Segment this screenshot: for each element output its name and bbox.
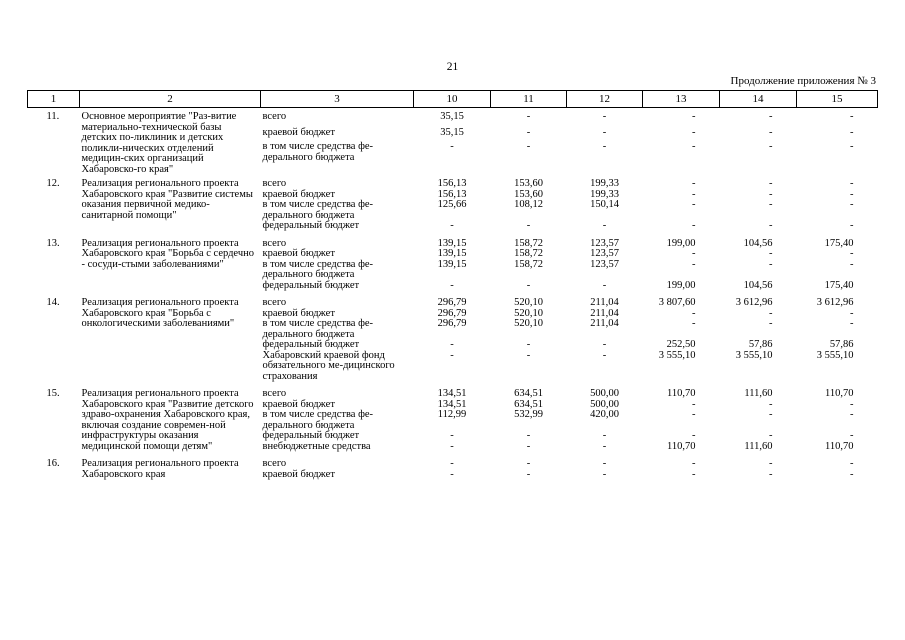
value-cell: - <box>526 111 531 122</box>
funding-source: всего <box>262 237 287 249</box>
value-cell: - <box>769 258 773 270</box>
value-cell: 123,57 <box>590 258 619 270</box>
value-cell: - <box>692 307 696 319</box>
budget-table <box>27 90 878 483</box>
value-cell: 199,00 <box>666 279 696 291</box>
column-header: 2 <box>80 91 261 108</box>
value-cell: - <box>769 126 773 138</box>
funding-source: в том числе средства фе-дерального бюджета <box>262 409 374 431</box>
activity-name: Реализация регионального проекта Хабаровского края "Развитие системы оказания первичной медико-санитарной помощи" <box>81 178 253 221</box>
value-cell: 199,33 <box>590 178 619 189</box>
activity-name: Реализация регионального проекта Хабаровского края "Борьба с онкологическими заболеваниями" <box>81 297 239 329</box>
value-cell: 110,70 <box>825 440 854 452</box>
column-header: 10 <box>414 91 491 108</box>
value-cell: 134,51 <box>437 398 467 410</box>
value-cell: - <box>769 318 773 329</box>
value-cell: - <box>602 220 607 231</box>
value-cell: 139,15 <box>437 258 467 270</box>
value-cell: - <box>769 458 773 469</box>
value-cell: 532,99 <box>514 409 543 420</box>
value-cell: - <box>769 141 773 153</box>
value-cell: - <box>850 199 854 210</box>
value-cell: 111,60 <box>744 440 773 452</box>
appendix-caption: Продолжение приложения № 3 <box>730 75 876 87</box>
value-cell: 111,60 <box>744 388 773 399</box>
value-cell: 520,10 <box>514 318 543 329</box>
value-cell: - <box>692 458 696 469</box>
table-row <box>28 455 878 470</box>
value-cell: - <box>602 440 607 452</box>
value-cell: 3 612,96 <box>735 297 773 308</box>
value-cell: 123,57 <box>590 237 619 249</box>
page-number: 21 <box>446 61 459 73</box>
value-cell: - <box>526 430 531 441</box>
column-header: 14 <box>720 91 797 108</box>
value-cell: 211,04 <box>590 318 619 329</box>
value-cell: - <box>850 468 854 480</box>
row-number: 14. <box>46 297 60 308</box>
value-cell: 57,86 <box>829 339 854 350</box>
value-cell: 3 555,10 <box>816 349 854 361</box>
value-cell: 296,79 <box>437 318 467 329</box>
value-cell: - <box>602 126 607 138</box>
value-cell: - <box>526 468 531 480</box>
value-cell: 139,15 <box>437 237 467 249</box>
value-cell: 634,51 <box>514 398 543 410</box>
value-cell: - <box>692 398 696 410</box>
value-cell: 199,33 <box>590 188 619 200</box>
value-cell: - <box>526 220 531 231</box>
funding-source: краевой бюджет <box>262 398 335 410</box>
table-row <box>28 385 878 400</box>
value-cell: 108,12 <box>514 199 543 210</box>
value-cell: - <box>850 318 854 329</box>
value-cell: 175,40 <box>824 237 854 249</box>
value-cell: - <box>769 248 773 259</box>
value-cell: 211,04 <box>590 297 619 308</box>
value-cell: - <box>602 458 607 469</box>
value-cell: - <box>692 141 696 153</box>
value-cell: - <box>769 188 773 200</box>
value-cell: - <box>692 258 696 270</box>
value-cell: - <box>450 468 454 480</box>
value-cell: - <box>850 458 854 469</box>
value-cell: - <box>769 307 773 319</box>
funding-source: всего <box>262 297 287 308</box>
value-cell: 57,86 <box>748 339 773 350</box>
value-cell: - <box>769 178 773 189</box>
value-cell: - <box>850 220 854 231</box>
value-cell: 104,56 <box>743 279 773 291</box>
activity-name: Реализация регионального проекта Хабаровского края "Развитие детского здраво-охранения Хабаровского края, включая создание современ-ной инфраструктуры оказания медицинской помощи детям" <box>81 388 254 452</box>
value-cell: - <box>602 349 607 361</box>
value-cell: - <box>692 220 696 231</box>
table-row <box>28 294 878 309</box>
value-cell: 158,72 <box>514 258 543 270</box>
value-cell: - <box>450 440 454 452</box>
value-cell: - <box>526 339 531 350</box>
value-cell: 35,15 <box>440 111 464 122</box>
activity-name: Реализация регионального проекта Хабаровского края <box>81 458 239 480</box>
funding-source: всего <box>262 388 287 399</box>
value-cell: - <box>602 468 607 480</box>
value-cell: 153,60 <box>514 178 543 189</box>
column-header: 12 <box>567 91 643 108</box>
table-body <box>28 108 878 484</box>
funding-source: федеральный бюджет <box>262 279 360 291</box>
value-cell: - <box>692 318 696 329</box>
value-cell: 175,40 <box>824 279 854 291</box>
value-cell: - <box>526 126 531 138</box>
value-cell: - <box>850 398 854 410</box>
value-cell: 35,15 <box>440 126 464 138</box>
funding-source: в том числе средства фе-дерального бюджета <box>262 258 374 280</box>
table-row <box>28 235 878 250</box>
value-cell: - <box>692 111 696 122</box>
funding-source: всего <box>262 111 287 122</box>
value-cell: - <box>450 430 454 441</box>
funding-source: краевой бюджет <box>262 307 335 319</box>
value-cell: 112,99 <box>437 409 467 420</box>
value-cell: 110,70 <box>825 388 854 399</box>
value-cell: - <box>602 141 607 153</box>
value-cell: - <box>692 248 696 259</box>
value-cell: - <box>692 188 696 200</box>
value-cell: - <box>450 458 454 469</box>
value-cell: 150,14 <box>590 199 619 210</box>
row-number: 15. <box>46 388 60 399</box>
value-cell: - <box>526 279 531 291</box>
value-cell: 520,10 <box>514 307 543 319</box>
value-cell: 3 555,10 <box>658 349 696 361</box>
value-cell: - <box>602 111 607 122</box>
column-header: 15 <box>797 91 878 108</box>
value-cell: 296,79 <box>437 307 467 319</box>
column-header: 1 <box>28 91 80 108</box>
value-cell: 110,70 <box>667 440 696 452</box>
row-number: 13. <box>46 237 60 249</box>
value-cell: - <box>769 409 773 420</box>
value-cell: 104,56 <box>743 237 773 249</box>
value-cell: - <box>850 126 854 138</box>
value-cell: - <box>450 349 454 361</box>
value-cell: - <box>450 220 454 231</box>
value-cell: - <box>850 307 854 319</box>
value-cell: - <box>769 430 773 441</box>
activity-name: Реализация регионального проекта Хабаровского края "Борьба с сердечно - сосуди-стыми заболеваниями" <box>81 237 254 270</box>
value-cell: 634,51 <box>514 388 543 399</box>
value-cell: - <box>769 468 773 480</box>
funding-source: в том числе средства фе-дерального бюджета <box>262 141 374 163</box>
value-cell: - <box>526 458 531 469</box>
table-row <box>28 108 878 128</box>
funding-source: федеральный бюджет <box>262 220 360 231</box>
row-number: 16. <box>46 458 60 469</box>
value-cell: 139,15 <box>437 248 467 259</box>
funding-source: краевой бюджет <box>262 248 335 259</box>
value-cell: - <box>850 409 854 420</box>
value-cell: - <box>602 279 607 291</box>
column-header: 11 <box>491 91 567 108</box>
value-cell: - <box>692 199 696 210</box>
value-cell: - <box>526 349 531 361</box>
value-cell: 520,10 <box>514 297 543 308</box>
value-cell: 420,00 <box>590 409 619 420</box>
value-cell: - <box>769 111 773 122</box>
value-cell: 3 555,10 <box>735 349 773 361</box>
value-cell: - <box>769 220 773 231</box>
value-cell: - <box>526 440 531 452</box>
value-cell: - <box>769 199 773 210</box>
value-cell: - <box>850 248 854 259</box>
funding-source: краевой бюджет <box>262 126 335 138</box>
value-cell: 500,00 <box>590 388 619 399</box>
value-cell: 110,70 <box>667 388 696 399</box>
table-row <box>28 175 878 190</box>
value-cell: - <box>850 258 854 270</box>
value-cell: - <box>769 398 773 410</box>
funding-source: в том числе средства фе-дерального бюджета <box>262 318 374 340</box>
value-cell: 134,51 <box>437 388 467 399</box>
value-cell: - <box>526 141 531 153</box>
value-cell: - <box>692 126 696 138</box>
value-cell: 296,79 <box>437 297 467 308</box>
funding-source: в том числе средства фе-дерального бюджета <box>262 199 374 221</box>
column-header-row <box>28 91 878 108</box>
activity-name: Основное мероприятие "Раз-витие материально-технической базы детских по-ликлиник и детских поликли-нических отделений медицин-ских организаций Хабаровско-го края" <box>81 111 237 175</box>
row-number: 11. <box>46 111 60 122</box>
value-cell: - <box>602 430 607 441</box>
value-cell: 156,13 <box>437 188 467 200</box>
value-cell: 158,72 <box>514 237 543 249</box>
value-cell: 156,13 <box>437 178 467 189</box>
funding-source: краевой бюджет <box>262 188 335 200</box>
value-cell: 123,57 <box>590 248 619 259</box>
value-cell: 252,50 <box>666 339 696 350</box>
value-cell: 500,00 <box>590 398 619 410</box>
value-cell: - <box>850 111 854 122</box>
funding-source: федеральный бюджет <box>262 430 360 441</box>
value-cell: - <box>850 178 854 189</box>
funding-source: Хабаровский краевой фонд обязательного ме-дицинского страхования <box>262 349 395 382</box>
value-cell: 3 807,60 <box>658 297 696 308</box>
value-cell: 3 612,96 <box>816 297 854 308</box>
value-cell: 153,60 <box>514 188 543 200</box>
value-cell: - <box>692 178 696 189</box>
value-cell: - <box>602 339 607 350</box>
value-cell: - <box>450 279 454 291</box>
funding-source: всего <box>262 178 287 189</box>
row-number: 12. <box>46 178 60 189</box>
column-header: 3 <box>261 91 414 108</box>
funding-source: всего <box>262 458 287 469</box>
value-cell: - <box>850 188 854 200</box>
funding-source: внебюджетные средства <box>262 440 371 452</box>
value-cell: - <box>692 468 696 480</box>
value-cell: 199,00 <box>666 237 696 249</box>
value-cell: 158,72 <box>514 248 543 259</box>
value-cell: - <box>450 141 454 153</box>
column-header: 13 <box>643 91 720 108</box>
funding-source: краевой бюджет <box>262 468 335 480</box>
value-cell: - <box>450 339 454 350</box>
value-cell: - <box>692 409 696 420</box>
value-cell: - <box>850 430 854 441</box>
value-cell: - <box>850 141 854 153</box>
value-cell: - <box>692 430 696 441</box>
value-cell: 211,04 <box>590 307 619 319</box>
funding-source: федеральный бюджет <box>262 339 360 350</box>
value-cell: 125,66 <box>437 199 467 210</box>
